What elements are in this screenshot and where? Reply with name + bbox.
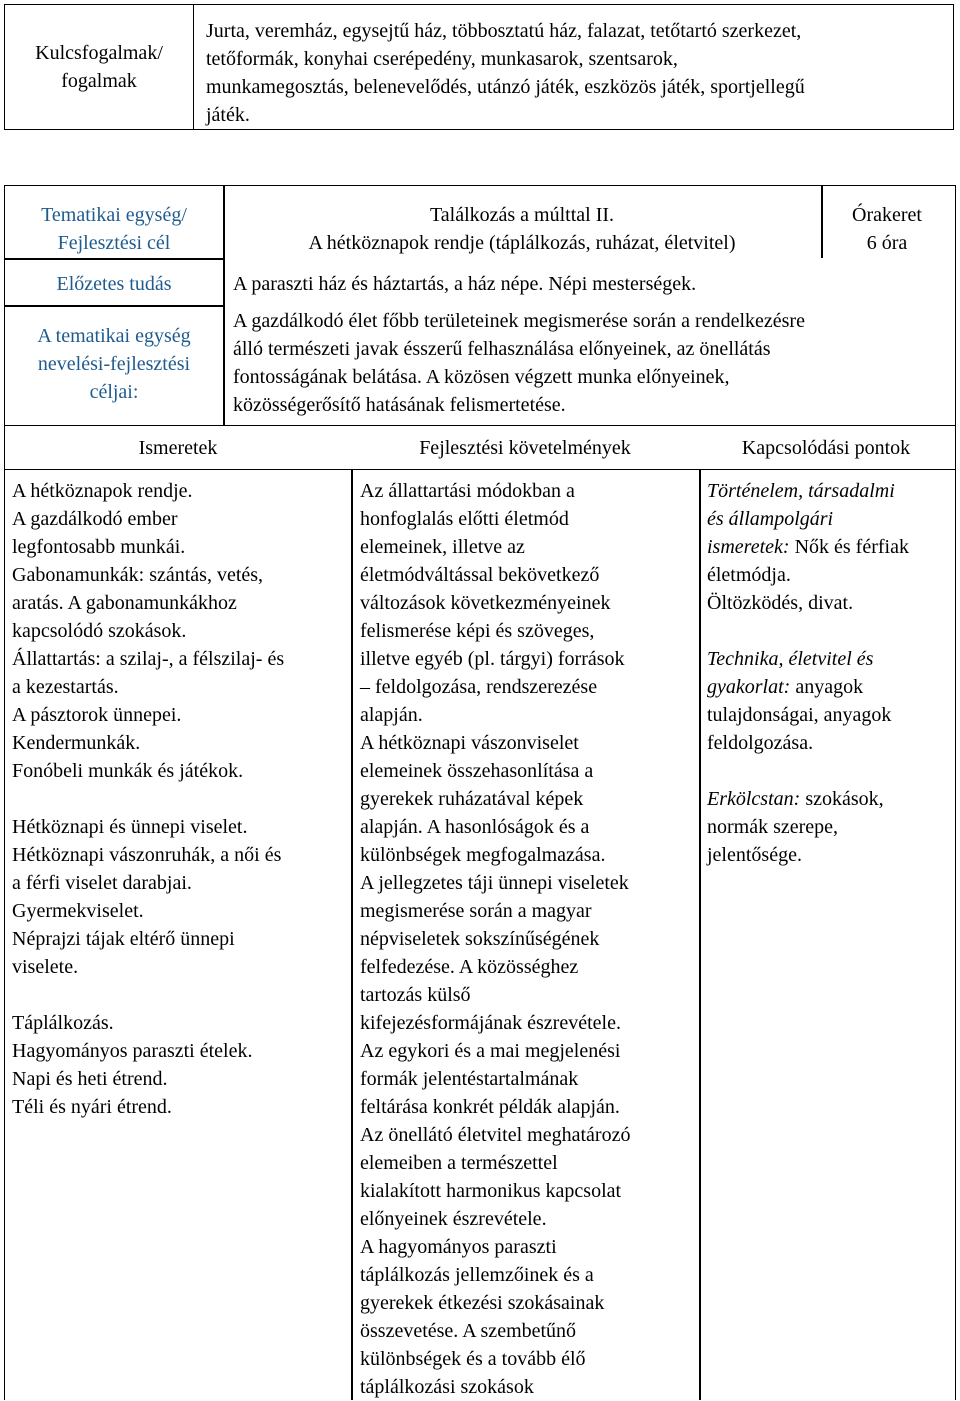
heading-links: Kapcsolódási pontok (741, 437, 911, 459)
text-line: elemeiben a természettel (360, 1152, 558, 1174)
text-line: Gabonamunkák: szántás, vetés, (12, 564, 264, 586)
links-column (707, 477, 951, 869)
text-line: A hétköznapok rendje (táplálkozás, ruházat, életvitel) (308, 232, 736, 254)
text-line: Fonóbeli munkák és játékok. (12, 760, 244, 782)
text-line: A hétköznapok rendje. (12, 480, 193, 502)
link-technology (707, 645, 951, 757)
text-line: megismerése során a magyar (360, 900, 592, 922)
goals-text (233, 307, 805, 419)
text-line: Táplálkozás. (12, 1012, 114, 1034)
text-line: változások következményeinek (360, 592, 611, 614)
text-line: kialakított harmonikus kapcsolat (360, 1180, 622, 1202)
text-line: életmódja. (707, 564, 791, 586)
knowledge-column (12, 477, 348, 1121)
text-line: összevetése. A szembetűnő (360, 1320, 577, 1342)
text-line: formák jelentéstartalmának (360, 1068, 579, 1090)
requirements-column (360, 477, 696, 1401)
text-line: különbségek és a tovább élő (360, 1348, 586, 1370)
text-line: A hétköznapi vászonviselet (360, 732, 579, 754)
text-line: munkamegosztás, belenevelődés, utánzó játék, eszközös játék, sportjellegű (206, 76, 805, 98)
text-line: Fejlesztési cél (57, 232, 171, 254)
text-line: Erkölcstan: (707, 788, 801, 810)
text-line: tartozás külső (360, 984, 471, 1006)
text-line: honfoglalás előtti életmód (360, 508, 569, 530)
text-line: feldolgozása. (707, 732, 814, 754)
text-line: A hagyományos paraszti (360, 1236, 557, 1258)
text-line: Hétköznapi és ünnepi viselet. (12, 816, 248, 838)
text-line: kapcsolódó szokások. (12, 620, 187, 642)
text-line: Hagyományos paraszti ételek. (12, 1040, 253, 1062)
unit-title (223, 201, 821, 257)
text-line: Az egykori és a mai megjelenési (360, 1040, 621, 1062)
text-line: A tematikai egység (37, 325, 191, 347)
text-line: Történelem, társadalmi (707, 480, 895, 502)
text-line: Az önellátó életvitel meghatározó (360, 1124, 631, 1146)
text-line: a kezestartás. (12, 676, 119, 698)
text-line: Néprajzi tájak eltérő ünnepi (12, 928, 235, 950)
text-line: Találkozás a múlttal II. (429, 204, 615, 226)
text-line: a férfi viselet darabjai. (12, 872, 192, 894)
text-line: anyagok (790, 676, 864, 698)
unit-header (4, 185, 956, 426)
text-line: felfedezése. A közösséghez (360, 956, 579, 978)
text-line: tetőformák, konyhai cserépedény, munkasarok, szentsarok, (206, 48, 678, 70)
text-line: Állattartás: a szilaj-, a félszilaj- és (12, 648, 285, 670)
keywords-text (194, 5, 954, 130)
text-line: tulajdonságai, anyagok (707, 704, 892, 726)
text-line: Jurta, veremház, egysejtű ház, többosztatú ház, falazat, tetőtartó szerkezet, (206, 20, 802, 42)
hours-value: 6 óra (866, 232, 908, 254)
text-line: szokások, (800, 788, 884, 810)
text-line: alapján. (360, 704, 423, 726)
prior-knowledge-label: Előzetes tudás (56, 273, 172, 295)
text-line: A jellegzetes táji ünnepi viseletek (360, 872, 629, 894)
text-line: legfontosabb munkái. (12, 536, 186, 558)
text-line: A gazdálkodó ember (12, 508, 178, 530)
text-line: Nők és férfiak (789, 536, 909, 558)
text-line: előnyeinek észrevétele. (360, 1208, 547, 1230)
text-line: életmódváltással bekövetkező (360, 564, 600, 586)
text-line: jelentősége. (707, 844, 802, 866)
text-line: Napi és heti étrend. (12, 1068, 168, 1090)
text-line: kifejezésformájának észrevétele. (360, 1012, 621, 1034)
text-line: Technika, életvitel és (707, 648, 874, 670)
text-line: játék. (206, 104, 250, 126)
text-line: aratás. A gabonamunkákhoz (12, 592, 237, 614)
text-line: fontosságának belátása. A közösen végzett munka előnyeinek, (233, 366, 730, 388)
text-line: elemeinek, illetve az (360, 536, 525, 558)
text-line: Hétköznapi vászonruhák, a női és (12, 844, 282, 866)
theme-label (5, 201, 223, 257)
keywords-table (4, 4, 954, 130)
text-line: közösségerősítő hatásának felismertetése. (233, 394, 566, 416)
text-line: illetve egyéb (pl. tárgyi) források (360, 648, 625, 670)
text-line: alapján. A hasonlóságok és a (360, 816, 590, 838)
hours-label: Órakeret (852, 204, 922, 226)
text-line: A gazdálkodó élet főbb területeinek megismerése során a rendelkezésre (233, 310, 805, 332)
text-line: Gyermekviselet. (12, 900, 144, 922)
text-line: különbségek megfogalmazása. (360, 844, 606, 866)
link-ethics (707, 785, 951, 869)
heading-knowledge: Ismeretek (138, 437, 218, 459)
heading-requirements: Fejlesztési követelmények (419, 437, 631, 459)
text-line: Kulcsfogalmak/ (35, 42, 163, 64)
link-history (707, 477, 951, 617)
hours-block (821, 201, 953, 257)
text-line: Öltözködés, divat. (707, 592, 854, 614)
text-line: fogalmak (61, 70, 137, 92)
text-line: elemeinek összehasonlítása a (360, 760, 594, 782)
text-line: feltárása konkrét példák alapján. (360, 1096, 620, 1118)
prior-knowledge-text: A paraszti ház és háztartás, a ház népe. Népi mesterségek. (233, 273, 697, 295)
text-line: népviseletek sokszínűségének (360, 928, 600, 950)
text-line: Tematikai egység/ (41, 204, 187, 226)
goals-label (5, 322, 223, 406)
text-line: nevelési-fejlesztési (37, 353, 191, 375)
content-table (4, 469, 956, 1400)
text-line: viselete. (12, 956, 79, 978)
text-line: és állampolgári (707, 508, 834, 530)
text-line: – feldolgozása, rendszerezése (360, 676, 598, 698)
text-line: álló természeti javak ésszerű felhasználása előnyeinek, az önellátás (233, 338, 771, 360)
text-line: gyerekek ruházatával képek (360, 788, 584, 810)
text-line: gyerekek étkezési szokásainak (360, 1292, 605, 1314)
text-line: A pásztorok ünnepei. (12, 704, 182, 726)
text-line: Kendermunkák. (12, 732, 141, 754)
text-line: ismeretek: (707, 536, 790, 558)
text-line: céljai: (89, 381, 139, 403)
column-headings (4, 425, 956, 470)
text-line: gyakorlat: (707, 676, 791, 698)
text-line: felismerése képi és szöveges, (360, 620, 595, 642)
text-line: táplálkozás jellemzőinek és a (360, 1264, 594, 1286)
text-line: Az állattartási módokban a (360, 480, 575, 502)
keywords-label (5, 5, 194, 130)
text-line: normák szerepe, (707, 816, 839, 838)
text-line: Téli és nyári étrend. (12, 1096, 172, 1118)
text-line: táplálkozási szokások (360, 1376, 534, 1398)
